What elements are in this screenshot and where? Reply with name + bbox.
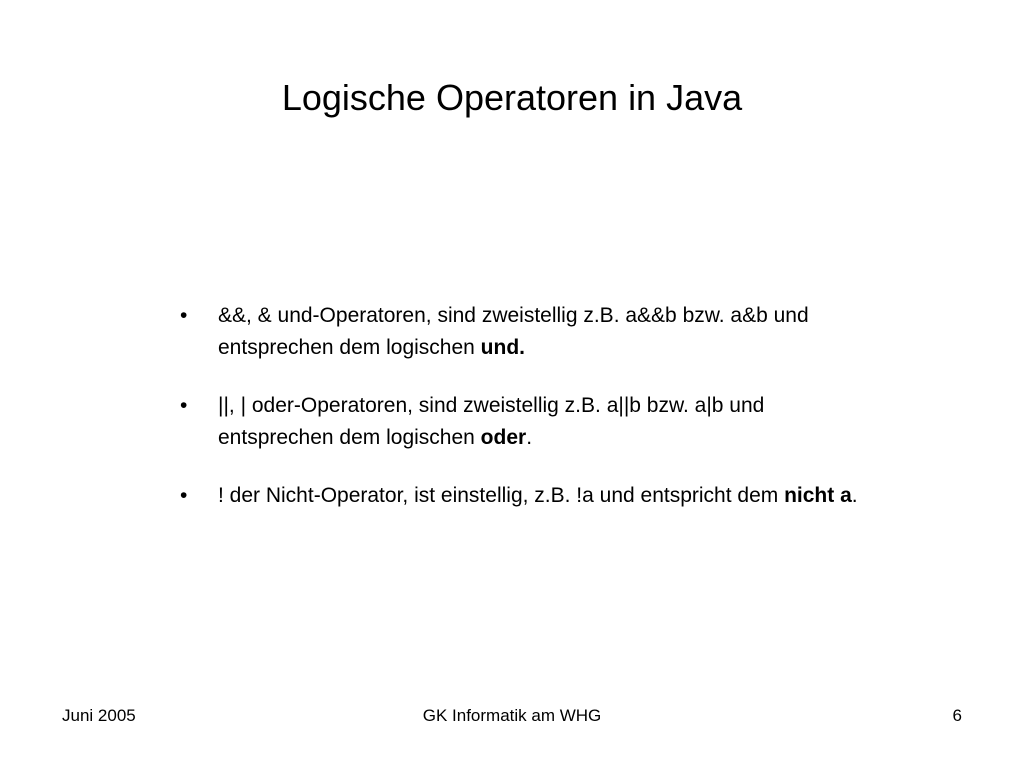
bullet-text: [218, 394, 764, 449]
footer-date: Juni 2005: [62, 706, 136, 725]
bullet-text-bold: nicht a: [784, 484, 852, 507]
bullet-text-plain: &&, & und-Operatoren, sind zweistellig z.B. a&&b bzw. a&b und entsprechen dem logischen: [218, 304, 809, 359]
bullet-text: [218, 484, 858, 507]
bullet-text: [218, 304, 809, 359]
bullet-text-suffix: .: [851, 484, 858, 507]
bullet-text-bold: oder: [480, 426, 527, 449]
bullet-dot-icon: •: [180, 484, 188, 507]
footer-page-number: 6: [952, 706, 962, 725]
bullet-item-or: [174, 390, 874, 454]
bullet-dot-icon: •: [180, 394, 188, 417]
bullet-dot-icon: •: [180, 304, 188, 327]
bullet-text-bold: und.: [480, 336, 525, 359]
footer-course: GK Informatik am WHG: [422, 706, 602, 725]
bullet-text-suffix: .: [526, 426, 533, 449]
bullet-list: [174, 300, 874, 538]
bullet-text-plain: ! der Nicht-Operator, ist einstellig, z.B. !a und entspricht dem: [218, 484, 785, 507]
slide-title: Logische Operatoren in Java: [281, 77, 743, 118]
bullet-text-plain: ||, | oder-Operatoren, sind zweistellig z.B. a||b bzw. a|b und entsprechen dem logischen: [218, 394, 765, 449]
bullet-item-not: [174, 480, 874, 512]
bullet-item-and: [174, 300, 874, 364]
